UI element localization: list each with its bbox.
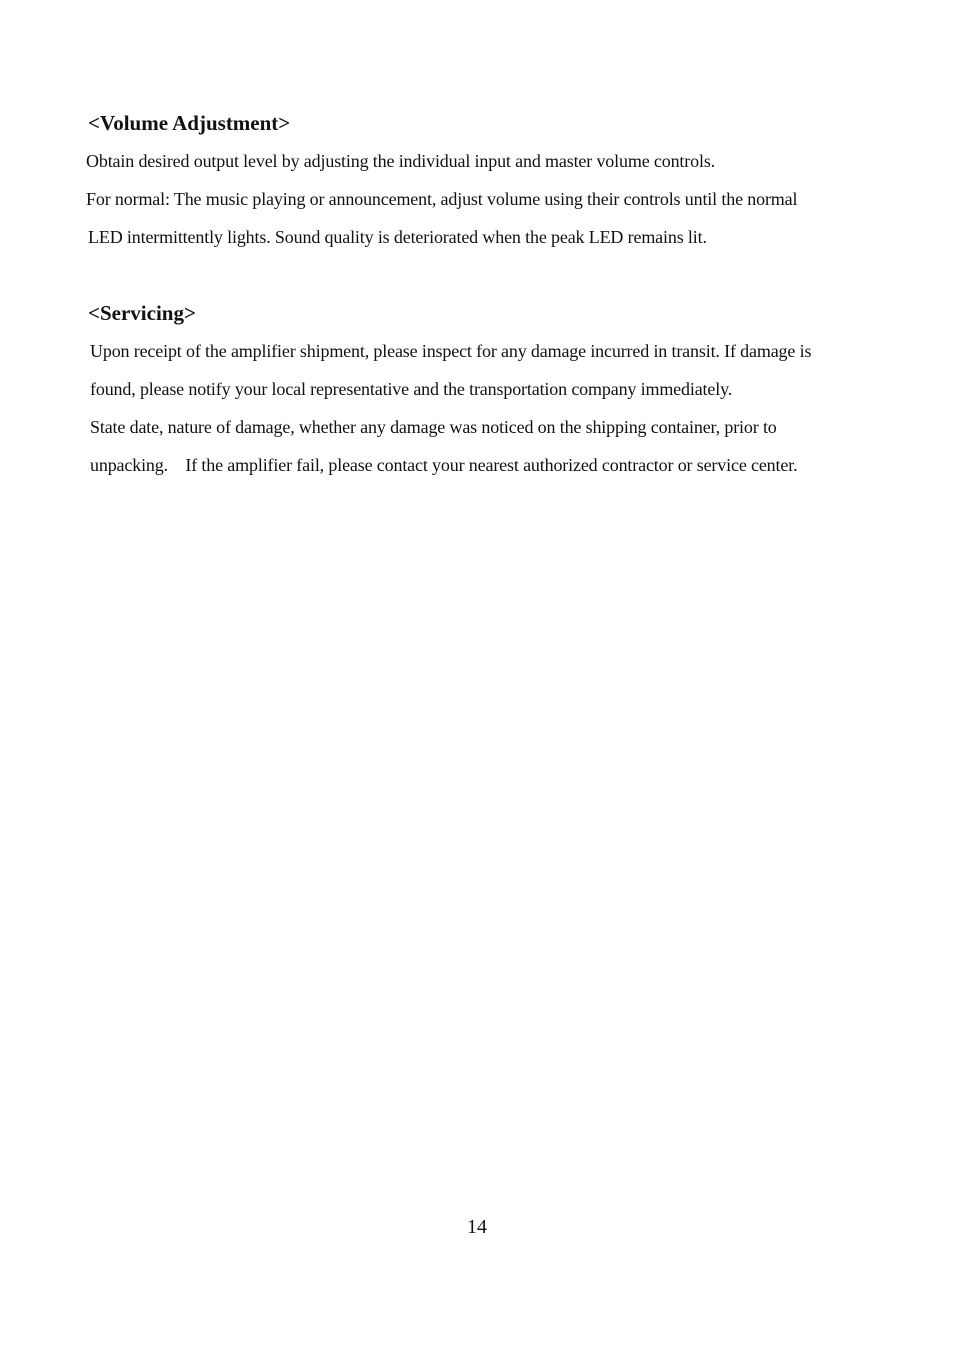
page-number: 14	[467, 1216, 487, 1238]
volume-adjustment-line-3: LED intermittently lights. Sound quality is deteriorated when the peak LED remains lit.	[88, 227, 707, 247]
servicing-line-2: found, please notify your local representative and the transportation company immediately.	[90, 379, 733, 399]
servicing-line-1: Upon receipt of the amplifier shipment, please inspect for any damage incurred in transit. If damage is	[90, 341, 812, 361]
servicing-line-4: unpacking. If the amplifier fail, please contact your nearest authorized contractor or service center.	[90, 455, 798, 475]
servicing-heading: <Servicing>	[88, 301, 196, 325]
servicing-line-3: State date, nature of damage, whether any damage was noticed on the shipping container, prior to	[90, 417, 777, 437]
volume-adjustment-line-2: For normal: The music playing or announcement, adjust volume using their controls until the normal	[86, 189, 798, 209]
volume-adjustment-heading: <Volume Adjustment>	[88, 111, 291, 135]
volume-adjustment-line-1: Obtain desired output level by adjusting the individual input and master volume controls.	[86, 151, 716, 171]
